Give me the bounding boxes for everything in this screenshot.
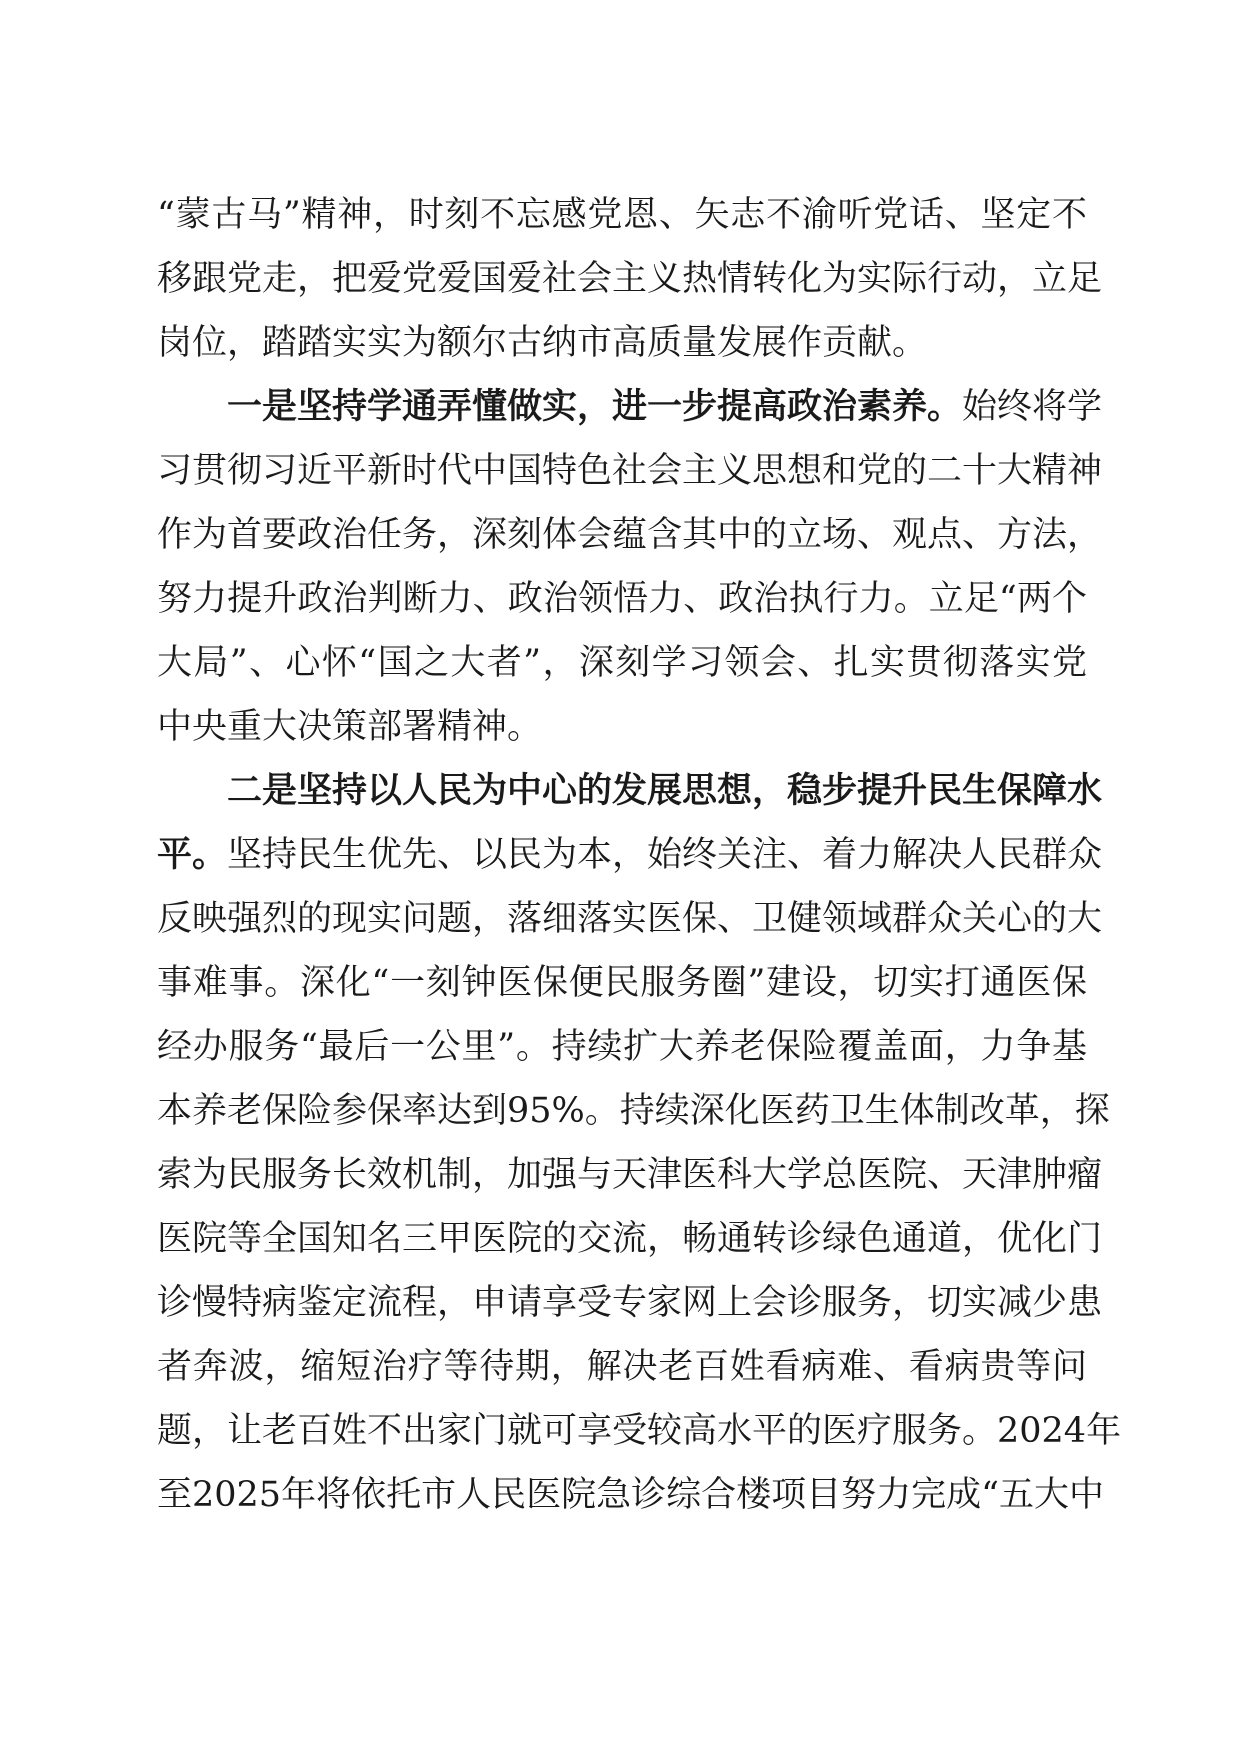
- text-line: 索为民服务长效机制，加强与天津医科大学总医院、天津肿瘤: [157, 1155, 1103, 1195]
- text-line: 努力提升政治判断力、政治领悟力、政治执行力。立足“两个: [157, 579, 1087, 619]
- text-line: 作为首要政治任务，深刻体会蕴含其中的立场、观点、方法，: [157, 515, 1103, 555]
- text-line: [157, 375, 1103, 439]
- text-line: “蒙古马”精神，时刻不忘感党恩、矢志不渝听党话、坚定不: [157, 195, 1087, 235]
- text-line: 移跟党走，把爱党爱国爱社会主义热情转化为实际行动，立足: [157, 259, 1103, 299]
- text-line: 题，让老百姓不出家门就可享受较高水平的医疗服务。2024年: [157, 1411, 1122, 1451]
- text-line: 岗位，踏踏实实为额尔古纳市高质量发展作贡献。: [157, 323, 928, 363]
- text-line: 医院等全国知名三甲医院的交流，畅通转诊绿色通道，优化门: [157, 1219, 1103, 1259]
- text-line: 事难事。深化“一刻钟医保便民服务圈”建设，切实打通医保: [157, 963, 1087, 1003]
- intro-paragraph: [157, 183, 1103, 375]
- section-2-heading-end: 平。: [157, 835, 228, 875]
- text-line: 大局”、心怀“国之大者”，深刻学习领会、扎实贯彻落实党: [157, 643, 1087, 683]
- text-run: 始终将学: [962, 387, 1103, 427]
- section-1-heading: 一是坚持学通弄懂做实，进一步提高政治素养。: [227, 387, 963, 427]
- text-line: [157, 823, 1103, 887]
- text-run: 坚持民生优先、以民为本，始终关注、着力解决人民群众: [227, 835, 1103, 875]
- text-line: 本养老保险参保率达到95%。持续深化医药卫生体制改革，探: [157, 1091, 1110, 1131]
- text-line: 习贯彻习近平新时代中国特色社会主义思想和党的二十大精神: [157, 451, 1103, 491]
- text-line: 中央重大决策部署精神。: [157, 707, 543, 747]
- section-2-paragraph: [157, 759, 1122, 1527]
- section-2-heading: 二是坚持以人民为中心的发展思想，稳步提升民生保障水: [227, 771, 1103, 811]
- document-page: [157, 183, 1122, 1527]
- text-line: 经办服务“最后一公里”。持续扩大养老保险覆盖面，力争基: [157, 1027, 1087, 1067]
- text-line: 诊慢特病鉴定流程，申请享受专家网上会诊服务，切实减少患: [157, 1283, 1103, 1323]
- text-line: 至2025年将依托市人民医院急诊综合楼项目努力完成“五大中: [157, 1475, 1104, 1515]
- section-1-paragraph: [157, 375, 1103, 759]
- text-line: 者奔波，缩短治疗等待期，解决老百姓看病难、看病贵等问: [157, 1347, 1087, 1387]
- text-line: 反映强烈的现实问题，落细落实医保、卫健领域群众关心的大: [157, 899, 1103, 939]
